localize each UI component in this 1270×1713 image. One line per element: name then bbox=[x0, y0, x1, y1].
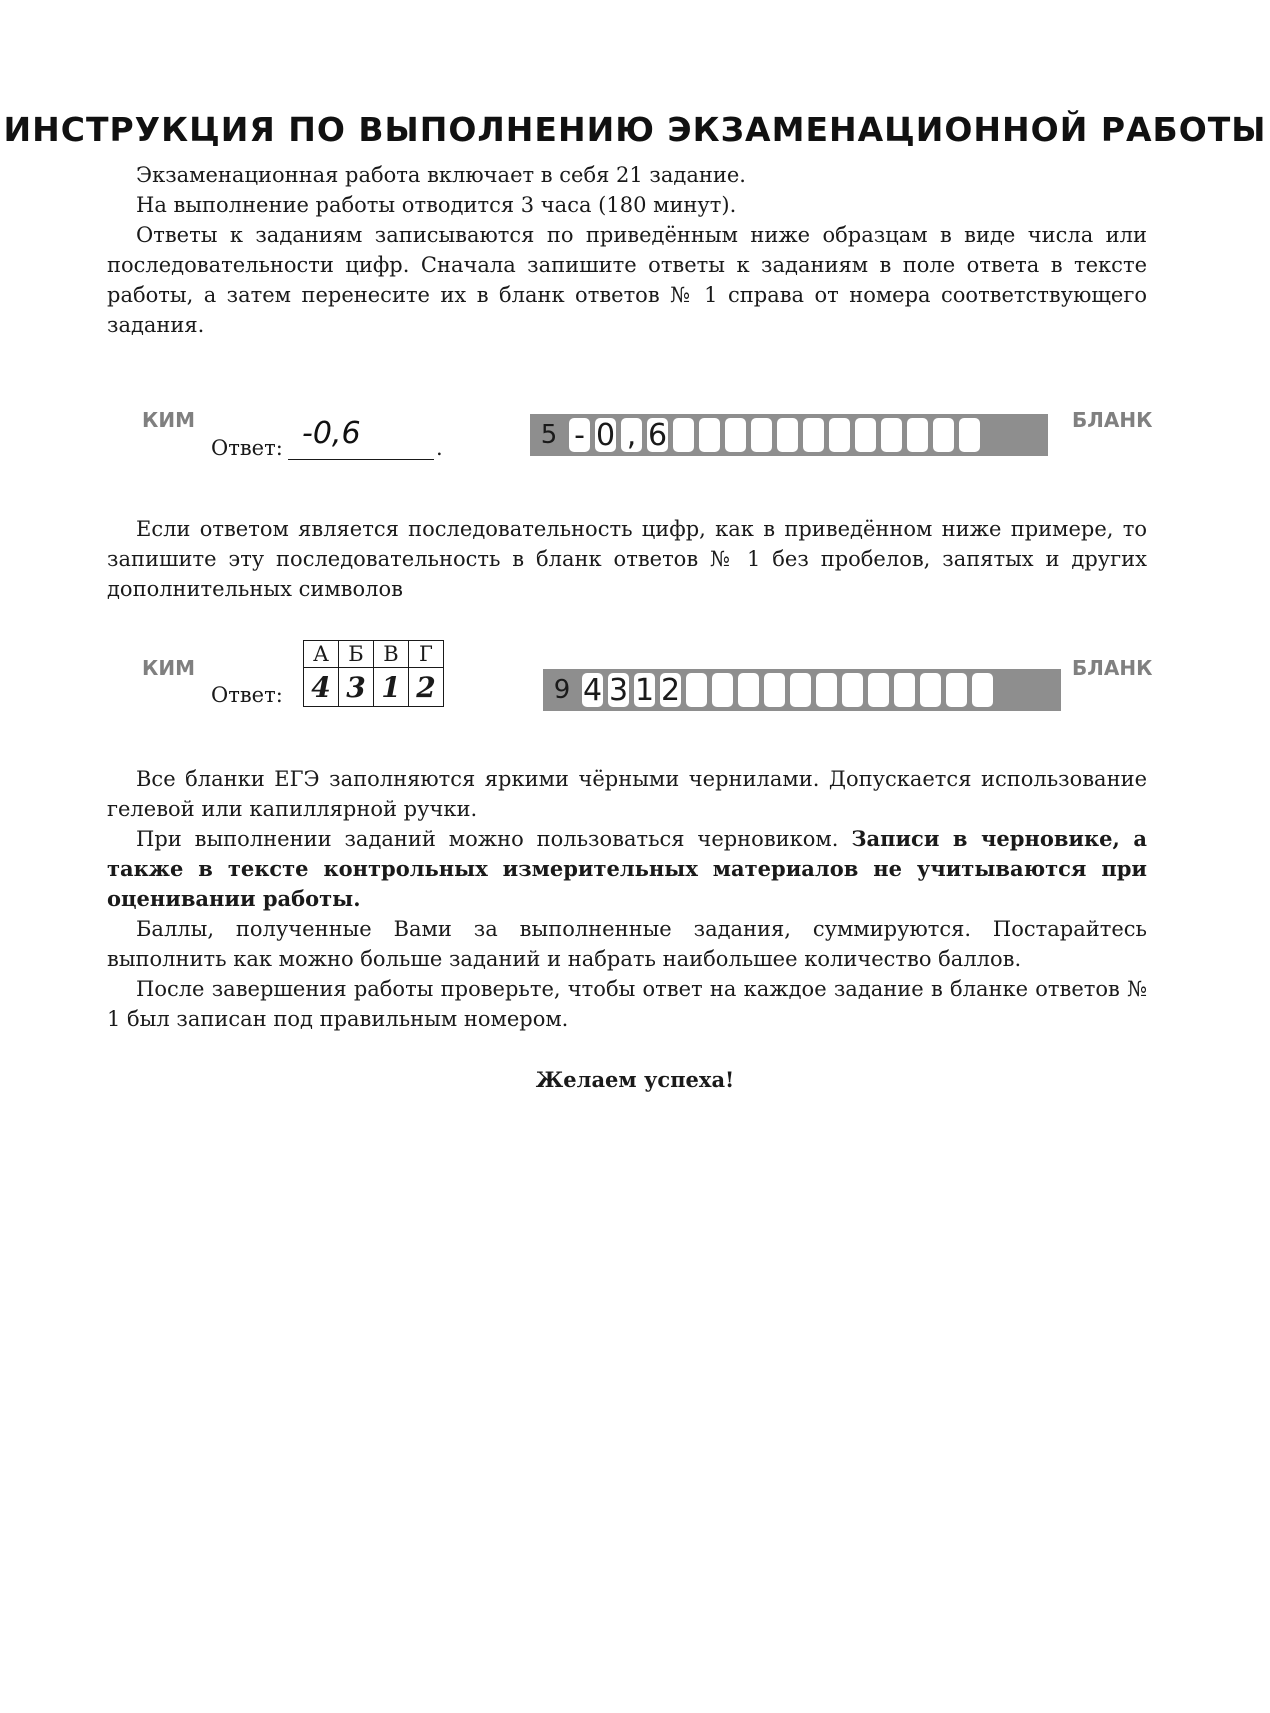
answer-cell bbox=[777, 418, 798, 452]
answer-digit: 1 bbox=[374, 668, 409, 707]
column-header: А bbox=[304, 641, 339, 668]
answer-cell bbox=[803, 418, 824, 452]
kim-label-2: КИМ bbox=[142, 656, 195, 680]
column-header: Б bbox=[339, 641, 374, 668]
handwritten-answer: -0,6 bbox=[302, 416, 361, 451]
blank-label-2: БЛАНК bbox=[1072, 656, 1153, 680]
intro-duration: На выполнение работы отводится 3 часа (180 минут). bbox=[136, 193, 737, 217]
answer-cell bbox=[881, 418, 902, 452]
answer-table bbox=[303, 640, 444, 707]
answer-line bbox=[288, 459, 434, 460]
rules-block bbox=[107, 764, 1147, 1034]
task-number: 5 bbox=[540, 420, 558, 450]
answer-cell bbox=[920, 673, 941, 707]
blank-label: БЛАНК bbox=[1072, 408, 1153, 432]
answer-cell bbox=[959, 418, 980, 452]
answer-cell bbox=[686, 673, 707, 707]
answer-cell: 6 bbox=[647, 417, 668, 453]
answer-cell: 4 bbox=[582, 672, 603, 708]
column-header: Г bbox=[409, 641, 444, 668]
answer-cell bbox=[790, 673, 811, 707]
answer-cell bbox=[712, 673, 733, 707]
answer-cell bbox=[673, 418, 694, 452]
answer-cell bbox=[699, 418, 720, 452]
answer-cell: - bbox=[569, 418, 590, 452]
task-number-2: 9 bbox=[553, 675, 571, 705]
answer-cell: 2 bbox=[660, 672, 681, 708]
answer-cell bbox=[933, 418, 954, 452]
answer-cell: 0 bbox=[595, 417, 616, 453]
answer-cell bbox=[894, 673, 915, 707]
answer-cell bbox=[816, 673, 837, 707]
answer-cell bbox=[842, 673, 863, 707]
answer-form-row-2 bbox=[543, 669, 1061, 711]
answer-cell bbox=[907, 418, 928, 452]
answer-digit: 2 bbox=[409, 668, 444, 707]
answer-form-row bbox=[530, 414, 1048, 456]
answer-period: . bbox=[436, 436, 443, 460]
answer-cell bbox=[855, 418, 876, 452]
answer-label-2: Ответ: bbox=[211, 683, 283, 707]
draft-rule-text: При выполнении заданий можно пользоваться черновиком. bbox=[136, 827, 852, 851]
answer-cell: 1 bbox=[634, 672, 655, 708]
sequence-instruction bbox=[107, 514, 1147, 604]
answer-cell bbox=[829, 418, 850, 452]
kim-label: КИМ bbox=[142, 408, 195, 432]
answer-cell: 3 bbox=[608, 672, 629, 708]
answer-cell bbox=[764, 673, 785, 707]
closing-wish: Желаем успеха! bbox=[535, 1067, 735, 1092]
answer-cell bbox=[751, 418, 772, 452]
answer-cell bbox=[946, 673, 967, 707]
answer-cell bbox=[972, 673, 993, 707]
intro-block bbox=[107, 160, 1147, 340]
intro-task-count: Экзаменационная работа включает в себя 21 задание. bbox=[136, 163, 746, 187]
intro-answer-format: Ответы к заданиям записываются по приведённым ниже образцам в виде числа или последовательности цифр. Сначала запишите ответы к заданиям в поле ответа в тексте работы, а затем перенесите их в бланк ответов № 1 справа от номера соответствующего задания. bbox=[107, 223, 1147, 337]
answer-cell bbox=[738, 673, 759, 707]
answer-digit: 3 bbox=[339, 668, 374, 707]
answer-cell bbox=[868, 673, 889, 707]
draft-rule bbox=[107, 824, 1147, 914]
sequence-text: Если ответом является последовательность цифр, как в приведённом ниже примере, то запишите эту последовательность в бланк ответов № 1 без пробелов, запятых и других дополнительных символов bbox=[107, 517, 1147, 601]
page-title: ИНСТРУКЦИЯ ПО ВЫПОЛНЕНИЮ ЭКЗАМЕНАЦИОННОЙ РАБОТЫ bbox=[3, 110, 1267, 149]
score-rule: Баллы, полученные Вами за выполненные задания, суммируются. Постарайтесь выполнить как можно больше заданий и набрать наибольшее количество баллов. bbox=[107, 917, 1147, 971]
answer-cell bbox=[725, 418, 746, 452]
column-header: В bbox=[374, 641, 409, 668]
answer-cell: , bbox=[621, 418, 642, 452]
answer-digit: 4 bbox=[304, 668, 339, 707]
draft-rule-bold: Записи в черновике, а также в тексте контрольных измерительных материалов не учитываются при оценивании работы. bbox=[107, 826, 1147, 911]
check-rule: После завершения работы проверьте, чтобы ответ на каждое задание в бланке ответов № 1 был записан под правильным номером. bbox=[107, 977, 1147, 1031]
ink-rule: Все бланки ЕГЭ заполняются яркими чёрными чернилами. Допускается использование гелевой или капиллярной ручки. bbox=[107, 767, 1147, 821]
answer-label: Ответ: bbox=[211, 436, 283, 460]
